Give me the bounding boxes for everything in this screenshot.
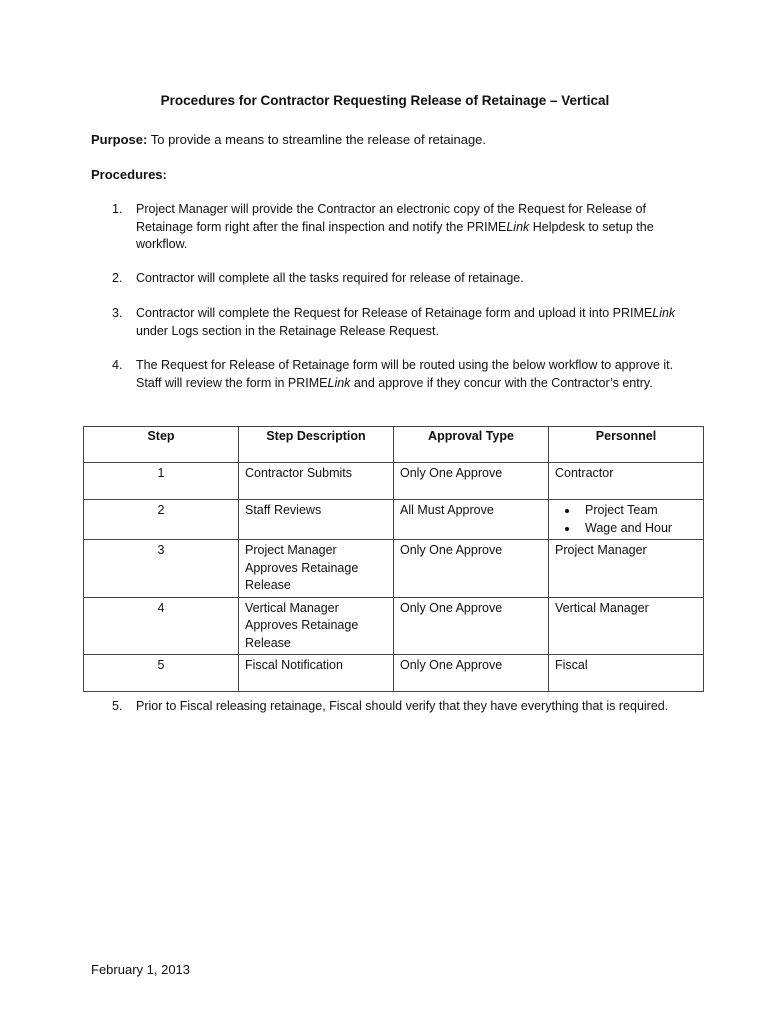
column-header-personnel: Personnel [549,427,704,463]
page-title: Procedures for Contractor Requesting Release of Retainage – Vertical [160,93,610,108]
step-text: The Request for Release of Retainage form will be routed using the below workflow to approve it. Staff will review the form in PRIMELink and approve if they concur with the Contractor’s entry. [136,358,674,390]
step-text: Project Manager will provide the Contractor an electronic copy of the Request for Release of Retainage form right after the final inspection and notify the PRIMELink Helpdesk to setup the workflow. [136,202,654,251]
footer-date: February 1, 2013 [91,962,191,977]
cell-personnel [549,500,704,540]
approval-workflow-table [83,426,704,692]
cell-description: Staff Reviews [239,500,394,540]
procedure-step-1 [112,201,682,254]
cell-step: 1 [84,463,239,500]
cell-personnel: Vertical Manager [549,597,704,655]
table-row [84,540,704,598]
procedure-step-3 [112,305,682,340]
cell-approval-type: Only One Approve [394,463,549,500]
purpose-label: Purpose: [91,132,148,147]
procedures-heading: Procedures: [91,167,167,182]
step-number: 2. [112,271,123,285]
purpose-text: To provide a means to streamline the release of retainage. [147,132,487,147]
step-text: Contractor will complete the Request for Release of Retainage form and upload it into PRIMELink under Logs section in the Retainage Release Request. [136,306,676,338]
column-header-step: Step [84,427,239,463]
cell-description: Vertical Manager Approves Retainage Release [239,597,394,655]
step-number: 5. [112,699,123,713]
procedure-step-2 [112,270,682,288]
step-text: Contractor will complete all the tasks required for release of retainage. [136,271,524,285]
step-number: 3. [112,306,123,320]
step-number: 1. [112,202,123,216]
procedure-step-4 [112,357,682,392]
cell-personnel: Contractor [549,463,704,500]
procedure-step-5 [112,698,682,716]
column-header-approval-type: Approval Type [394,427,549,463]
step-number: 4. [112,358,123,372]
table-row [84,500,704,540]
cell-description: Fiscal Notification [239,655,394,692]
cell-personnel: Project Manager [549,540,704,598]
cell-approval-type: All Must Approve [394,500,549,540]
column-header-step-description: Step Description [239,427,394,463]
cell-description: Project Manager Approves Retainage Release [239,540,394,598]
cell-description: Contractor Submits [239,463,394,500]
cell-step: 2 [84,500,239,540]
purpose-line [91,132,486,147]
table-header-row [84,427,704,463]
cell-step: 3 [84,540,239,598]
list-item: • Project Team [579,502,697,520]
cell-approval-type: Only One Approve [394,597,549,655]
table-row [84,597,704,655]
table-row [84,655,704,692]
table-row [84,463,704,500]
cell-step: 4 [84,597,239,655]
step-text: Prior to Fiscal releasing retainage, Fiscal should verify that they have everything that is required. [136,699,669,713]
cell-approval-type: Only One Approve [394,540,549,598]
cell-personnel: Fiscal [549,655,704,692]
personnel-list [555,502,697,537]
list-item: • Wage and Hour [579,520,697,538]
cell-approval-type: Only One Approve [394,655,549,692]
cell-step: 5 [84,655,239,692]
